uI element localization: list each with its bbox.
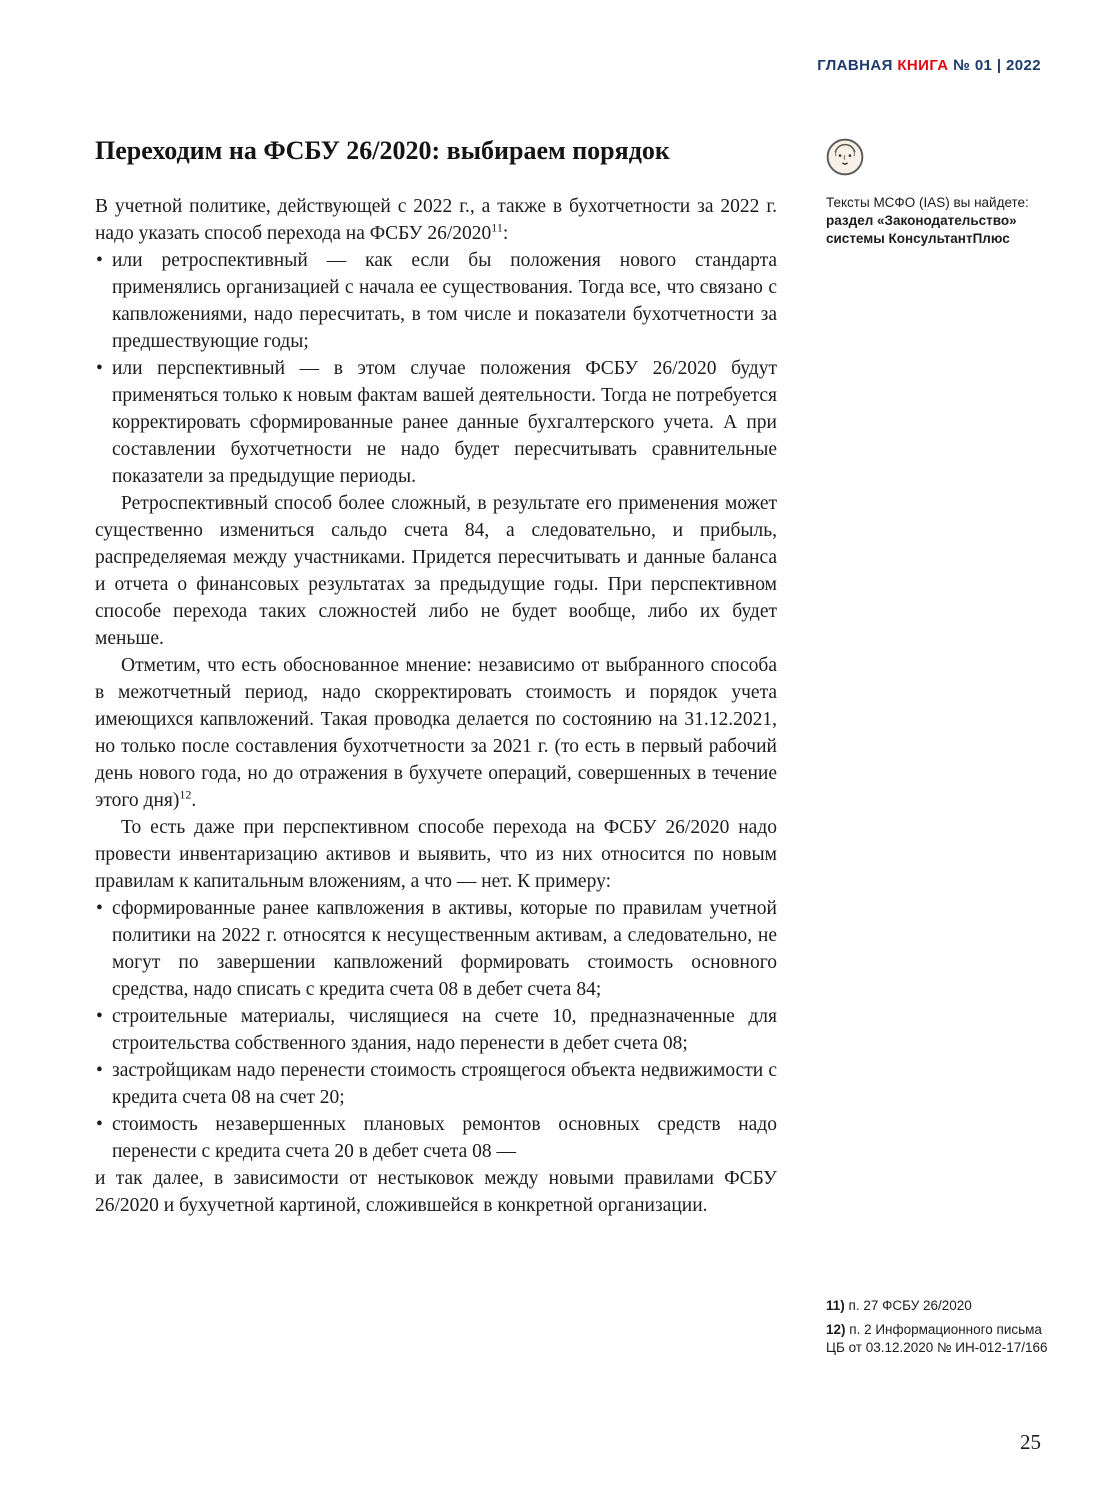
list-item: [95, 1057, 777, 1111]
bullet-marker: •: [96, 1113, 103, 1135]
list-item-text: строительные материалы, числящиеся на счете 10, предназначенные для строительства собственного здания, надо перенести в дебет счета 08;: [112, 1005, 777, 1054]
list-item: [95, 1111, 777, 1165]
footnote-number: 12): [826, 1321, 846, 1337]
list-item-text: сформированные ранее капвложения в активы, которые по правилам учетной политики на 2022 г. относятся к несущественным активам, а следовательно, не могут по завершении капвложений формировать стоимость основного средства, надо списать с кредита счета 08 в дебет счета 84;: [112, 897, 777, 1000]
sidebar-note: [826, 138, 1044, 248]
list-item: [95, 355, 777, 490]
paragraph-text: Отметим, что есть обоснованное мнение: независимо от выбранного способа в межотчетный период, надо скорректировать стоимость и порядок учета имеющихся капвложений. Такая проводка делается по состоянию на 31.12.2021, но только после составления бухотчетности за 2021 г. (то есть в первый рабочий день нового года, но до отражения в бухучете операций, совершенных в течение этого дня): [95, 654, 777, 811]
footnote-number: 11): [826, 1298, 845, 1313]
page-number: 25: [1020, 1430, 1041, 1454]
bullet-list-bottom: [95, 895, 777, 1165]
paragraph: [95, 652, 777, 814]
paragraph: То есть даже при перспективном способе перехода на ФСБУ 26/2020 надо провести инвентаризацию активов и выявить, что из них относится по новым правилам к капитальным вложениям, а что — нет. К примеру:: [95, 816, 777, 892]
footnotes-block: [826, 1297, 1051, 1363]
intro-text: В учетной политике, действующей с 2022 г., а также в бухотчетности за 2022 г. надо указать способ перехода на ФСБУ 26/2020: [95, 195, 777, 244]
list-item-text: застройщикам надо перенести стоимость строящегося объекта недвижимости с кредита счета 08 на счет 20;: [112, 1059, 777, 1108]
footnote-text: п. 27 ФСБУ 26/2020: [848, 1298, 972, 1313]
closing-paragraph: и так далее, в зависимости от нестыковок между новыми правилами ФСБУ 26/2020 и бухучетной картиной, сложившейся в конкретной организации.: [95, 1167, 777, 1216]
list-item: [95, 247, 777, 355]
sidebar-note-reference: раздел «Законодательство» системы КонсультантПлюс: [826, 213, 1017, 246]
paragraph: Ретроспективный способ более сложный, в результате его применения может существенно измениться сальдо счета 84, а следовательно, и прибыль, распределяемая между участниками. Придется пересчитывать и данные баланса и отчета о финансовых результатах за предыдущие годы. При перспективном способе перехода таких сложностей либо не будет вообще, либо их будет меньше.: [95, 492, 777, 649]
list-item-text: или перспективный — в этом случае положения ФСБУ 26/2020 будут применяться только к новым фактам вашей деятельности. Тогда не потребуется корректировать сформированные ранее данные бухгалтерского учета. А при составлении бухотчетности не надо будет пересчитывать сравнительные показатели за предыдущие периоды.: [112, 357, 777, 487]
sidebar-note-intro: Тексты МСФО (IAS) вы найдете:: [826, 195, 1029, 210]
paragraph-after: .: [191, 789, 197, 811]
footnote: [826, 1321, 1051, 1358]
bullet-list-top: [95, 247, 777, 490]
brand-name-part1: ГЛАВНАЯ: [817, 57, 893, 74]
intro-after: :: [502, 222, 509, 244]
list-item: [95, 1003, 777, 1057]
bullet-marker: •: [96, 897, 103, 919]
bullet-marker: •: [96, 1005, 103, 1027]
bullet-marker: •: [96, 357, 103, 379]
brand-name-part2: КНИГА: [897, 57, 949, 74]
footnote-ref-11: 11: [491, 220, 503, 235]
bullet-marker: •: [96, 249, 103, 271]
issue-number: № 01 | 2022: [953, 57, 1041, 74]
article-title: Переходим на ФСБУ 26/2020: выбираем порядок: [95, 136, 670, 165]
article: [95, 136, 777, 1219]
footnote: [826, 1297, 1051, 1316]
footnote-ref-12: 12: [179, 787, 192, 802]
ifrs-mascot-icon: [826, 138, 1044, 181]
list-item-text: стоимость незавершенных плановых ремонтов основных средств надо перенести с кредита счета 20 в дебет счета 08 —: [112, 1113, 777, 1162]
magazine-header: [817, 57, 1041, 74]
list-item-text: или ретроспективный — как если бы положения нового стандарта применялись организацией с начала ее существования. Тогда все, что связано с капвложениями, надо пересчитать, в том числе и показатели бухотчетности за предшествующие годы;: [112, 249, 777, 352]
intro-paragraph: [95, 193, 777, 247]
footnote-text: п. 2 Информационного письма ЦБ от 03.12.2020 № ИН-012-17/166: [826, 1321, 1048, 1355]
bullet-marker: •: [96, 1059, 103, 1081]
list-item: [95, 895, 777, 1003]
